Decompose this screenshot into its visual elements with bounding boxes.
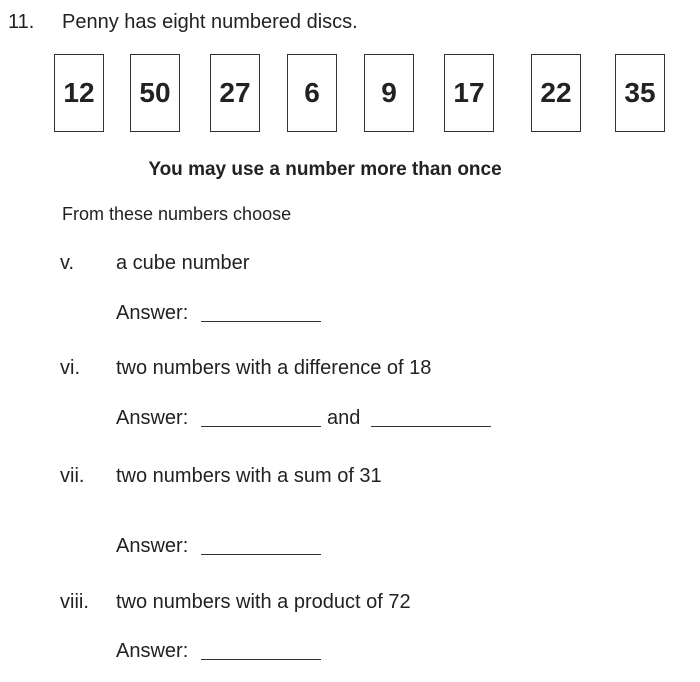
- answer-label: Answer:: [116, 535, 189, 557]
- disc-card: 27: [210, 54, 260, 132]
- disc-card: 12: [54, 54, 104, 132]
- disc-card: 6: [287, 54, 337, 132]
- part-numeral: vi.: [60, 357, 80, 379]
- part-numeral: viii.: [60, 591, 89, 613]
- question-prompt: Penny has eight numbered discs.: [62, 11, 358, 33]
- answer-label: Answer:: [116, 302, 189, 324]
- disc-card: 50: [130, 54, 180, 132]
- part-text: two numbers with a difference of 18: [116, 357, 432, 379]
- answer-blank[interactable]: [201, 426, 321, 427]
- question-number: 11.: [8, 11, 35, 33]
- part-numeral: vii.: [60, 465, 85, 487]
- answer-blank[interactable]: [201, 321, 321, 322]
- answer-blank[interactable]: [201, 554, 321, 555]
- answer-joiner: and: [327, 407, 361, 429]
- part-text: a cube number: [116, 252, 250, 274]
- part-text: two numbers with a sum of 31: [116, 465, 382, 487]
- disc-card: 35: [615, 54, 665, 132]
- answer-label: Answer:: [116, 640, 189, 662]
- instruction-note: You may use a number more than once: [148, 159, 502, 180]
- disc-card: 22: [531, 54, 581, 132]
- answer-label: Answer:: [116, 407, 189, 429]
- part-text: two numbers with a product of 72: [116, 591, 411, 613]
- part-numeral: v.: [60, 252, 75, 274]
- disc-card: 9: [364, 54, 414, 132]
- intro-text: From these numbers choose: [62, 204, 292, 224]
- answer-blank[interactable]: [371, 426, 491, 427]
- answer-blank[interactable]: [201, 659, 321, 660]
- disc-card: 17: [444, 54, 494, 132]
